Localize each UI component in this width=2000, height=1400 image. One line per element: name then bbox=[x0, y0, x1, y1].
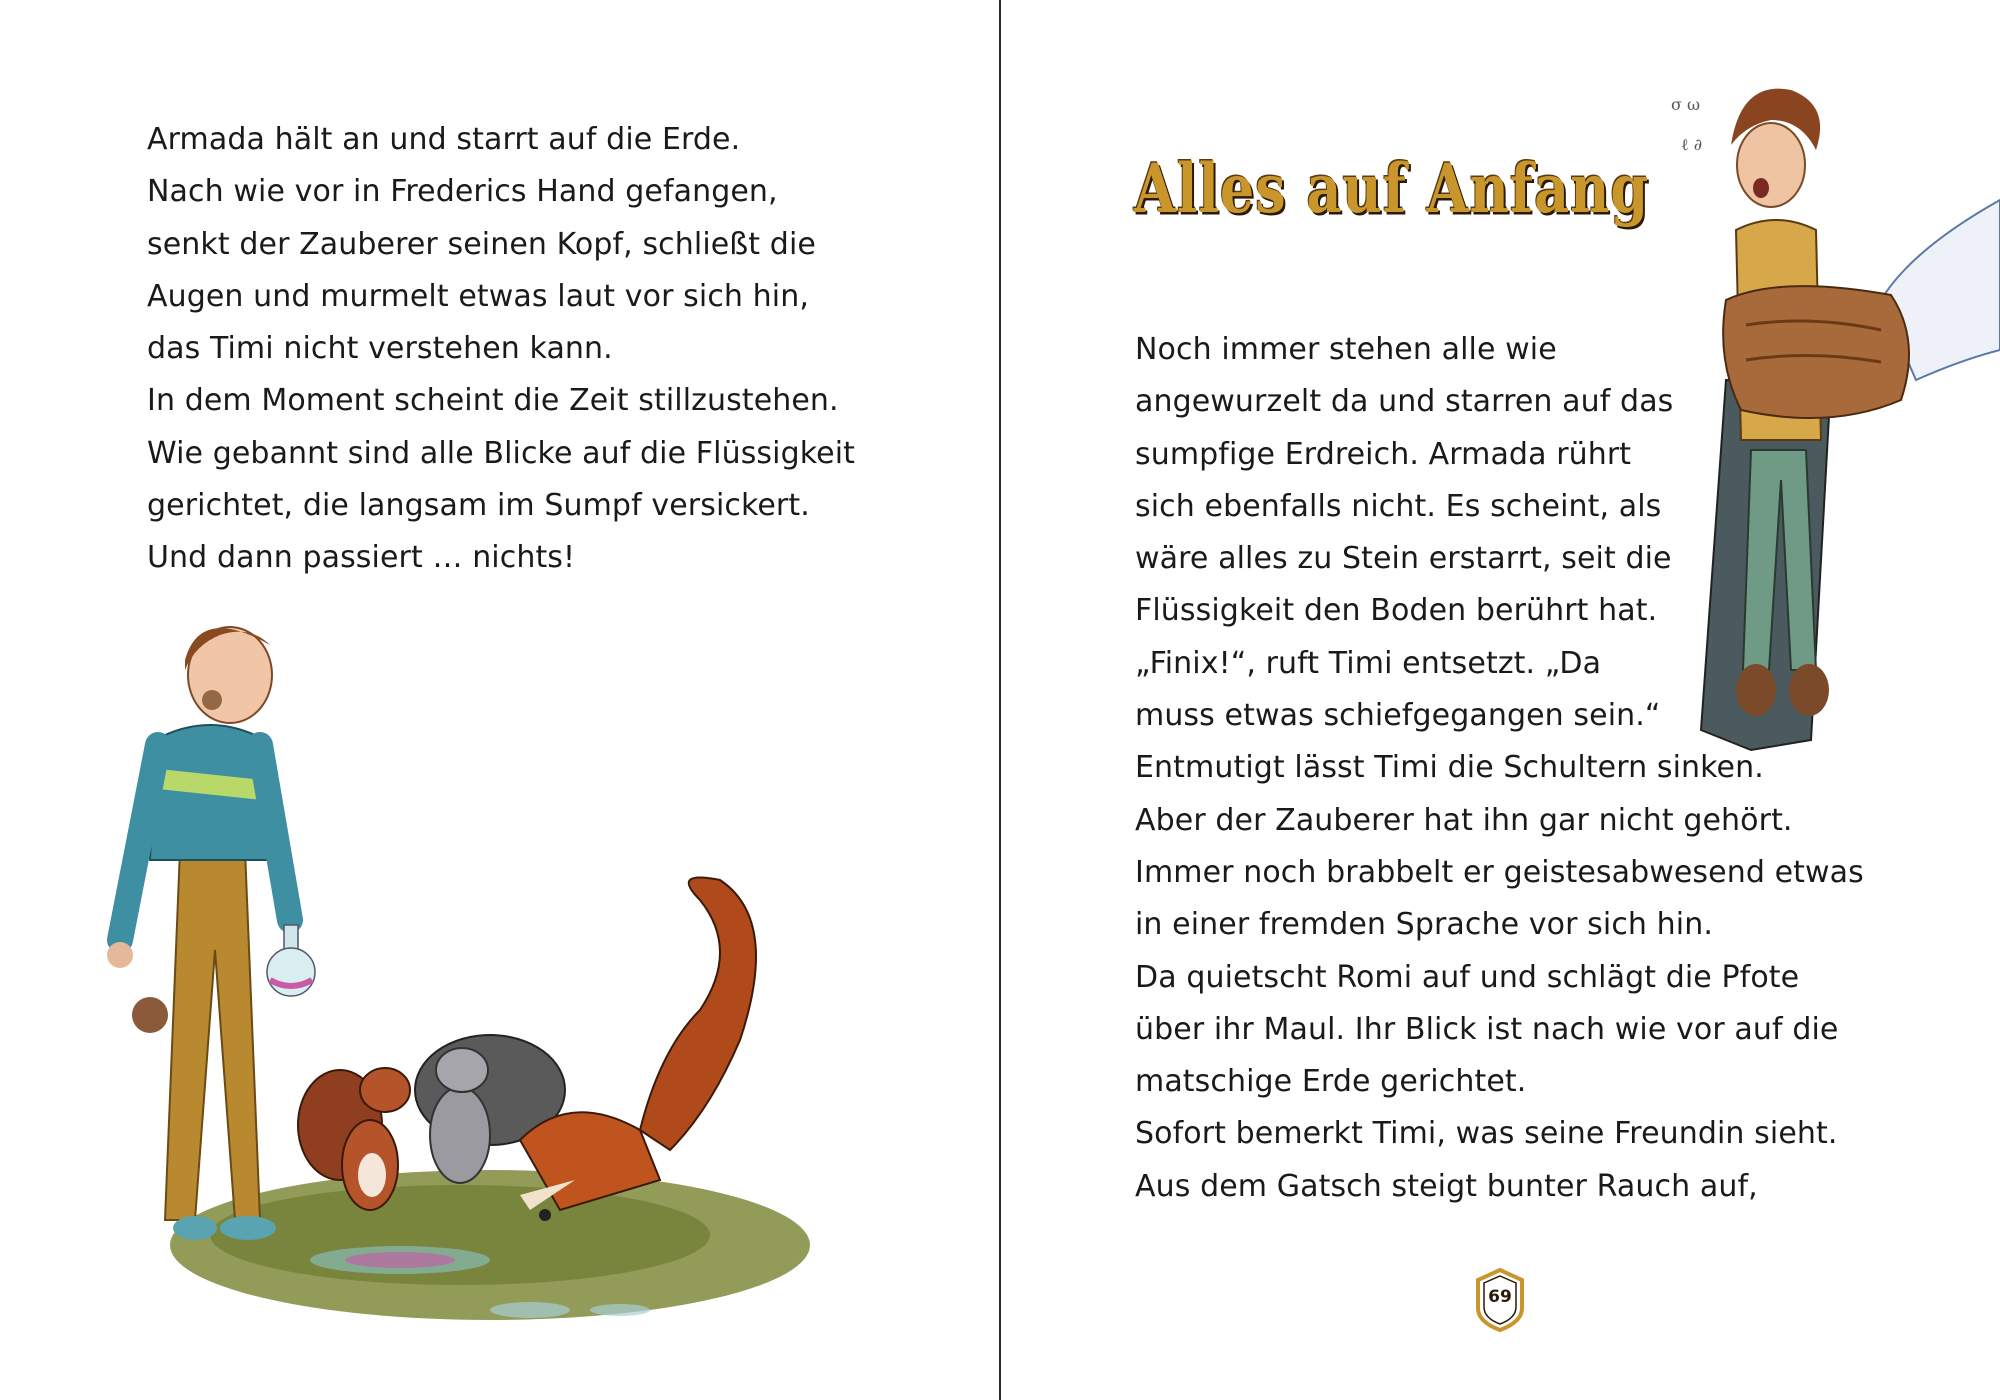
text-line: gerichtet, die langsam im Sumpf versickert. bbox=[147, 488, 810, 524]
illustration-wizard-in-hand bbox=[1631, 50, 2000, 790]
text-line: Und dann passiert … nichts! bbox=[147, 540, 576, 576]
chapter-title: Alles auf Anfang bbox=[1134, 148, 1650, 228]
text-line: in einer fremden Sprache vor sich hin. bbox=[1135, 907, 1713, 943]
text-line: Wie gebannt sind alle Blicke auf die Flüssigkeit bbox=[147, 435, 855, 471]
text-line: Flüssigkeit den Boden berührt hat. bbox=[1135, 593, 1658, 629]
text-line: matschige Erde gerichtet. bbox=[1135, 1064, 1527, 1100]
text-line: angewurzelt da und starren auf das bbox=[1135, 384, 1674, 420]
text-line: Entmutigt lässt Timi die Schultern sinken. bbox=[1135, 750, 1764, 786]
text-line: über ihr Maul. Ihr Blick ist nach wie vor auf die bbox=[1135, 1011, 1839, 1047]
text-line: In dem Moment scheint die Zeit stillzustehen. bbox=[147, 383, 839, 419]
left-page bbox=[0, 0, 999, 1400]
text-line: das Timi nicht verstehen kann. bbox=[147, 331, 613, 367]
text-line: senkt der Zauberer seinen Kopf, schließt die bbox=[147, 226, 816, 262]
page-number: 69 bbox=[1488, 1287, 1512, 1307]
left-page-text bbox=[147, 114, 855, 585]
illustration-boy-and-animals bbox=[100, 620, 920, 1320]
text-line: Immer noch brabbelt er geistesabwesend etwas bbox=[1135, 854, 1864, 890]
text-line: Sofort bemerkt Timi, was seine Freundin sieht. bbox=[1135, 1116, 1838, 1152]
text-line: muss etwas schiefgegangen sein.“ bbox=[1135, 698, 1661, 734]
svg-text:ℓ ∂: ℓ ∂ bbox=[1681, 135, 1703, 154]
text-line: sumpfige Erdreich. Armada rührt bbox=[1135, 436, 1632, 472]
text-line: wäre alles zu Stein erstarrt, seit die bbox=[1135, 541, 1672, 577]
text-line: sich ebenfalls nicht. Es scheint, als bbox=[1135, 488, 1662, 524]
text-line: Augen und murmelt etwas laut vor sich hin, bbox=[147, 278, 809, 314]
text-line: Armada hält an und starrt auf die Erde. bbox=[147, 122, 741, 157]
text-line: Da quietscht Romi auf und schlägt die Pfote bbox=[1135, 959, 1800, 995]
text-line: Nach wie vor in Frederics Hand gefangen, bbox=[147, 174, 778, 210]
text-line: Aus dem Gatsch steigt bunter Rauch auf, bbox=[1135, 1168, 1758, 1204]
right-page bbox=[1001, 0, 2000, 1400]
text-line: Aber der Zauberer hat ihn gar nicht gehört. bbox=[1135, 802, 1793, 838]
text-line: Noch immer stehen alle wie bbox=[1135, 332, 1557, 367]
text-line: „Finix!“, ruft Timi entsetzt. „Da bbox=[1135, 645, 1602, 681]
svg-text:σ ω: σ ω bbox=[1671, 95, 1701, 114]
